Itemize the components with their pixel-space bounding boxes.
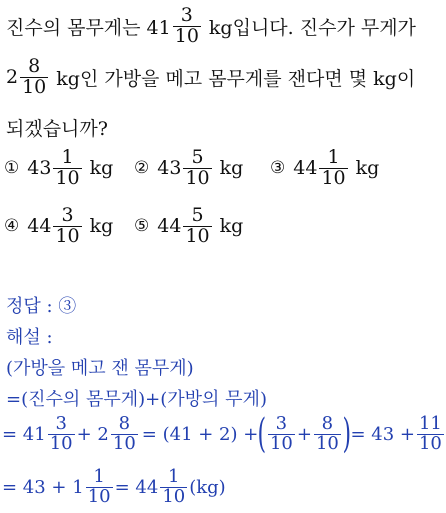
question-text: 되겠습니까? xyxy=(6,118,108,140)
answer-line xyxy=(6,292,76,318)
fraction: $\frac{3}{10}$ xyxy=(55,204,80,247)
fraction: $\frac{1}{10}$ xyxy=(162,466,186,507)
equation-line-1: = 41 $\frac{3}{10}$ + 2 $\frac{8}{10}$ = (41 + 2) + ( $\frac{3}{10}$ + $\frac{8}{10}$ ) = 43 + $\frac{11}{10}$ xyxy=(2,411,442,457)
right-paren: ) xyxy=(342,411,351,457)
explanation-label: 해설 : xyxy=(6,327,53,348)
fraction: $\frac{3}{10}$ xyxy=(49,412,73,454)
choice-2[interactable]: ② 43 $\frac{5}{10}$ kg xyxy=(134,146,244,189)
fraction: $\frac{8}{10}$ xyxy=(22,55,47,98)
choice-marker: ④ xyxy=(4,216,20,237)
fraction: $\frac{3}{10}$ xyxy=(269,412,293,454)
fraction: $\frac{8}{10}$ xyxy=(315,412,339,454)
equation-line-2: = 43 + 1 $\frac{1}{10}$ = 44 $\frac{1}{10}$ (kg) xyxy=(2,466,226,507)
fraction: $\frac{8}{10}$ xyxy=(112,412,136,454)
question-line-1 xyxy=(6,6,416,47)
fraction: $\frac{1}{10}$ xyxy=(55,146,80,189)
choice-1[interactable]: ① 43 $\frac{1}{10}$ kg xyxy=(4,146,114,189)
answer-label: 정답 : ③ xyxy=(6,296,77,317)
solution-line-2: =(진수의 몸무게)+(가방의 무게) xyxy=(6,389,267,410)
question-text: kg입니다. 진수가 무게가 xyxy=(208,16,416,39)
fraction: $\frac{1}{10}$ xyxy=(321,146,346,189)
question-text: 2 xyxy=(6,66,19,89)
question-line-2 xyxy=(6,57,415,98)
fraction: $\frac{5}{10}$ xyxy=(185,146,210,189)
choice-marker: ② xyxy=(134,158,150,179)
question-text: 진수의 몸무게는 41 xyxy=(6,16,171,39)
choice-4[interactable]: ④ 44 $\frac{3}{10}$ kg xyxy=(4,204,114,247)
left-paren: ( xyxy=(257,411,267,457)
choice-5[interactable]: ⑤ 44 $\frac{5}{10}$ kg xyxy=(134,204,244,247)
choice-marker: ⑤ xyxy=(134,216,150,237)
fraction: $\frac{1}{10}$ xyxy=(87,466,111,507)
question-text: kg인 가방을 메고 몸무게를 잰다면 몇 kg이 xyxy=(56,67,416,90)
choice-marker: ① xyxy=(4,158,20,179)
fraction: $\frac{3}{10}$ xyxy=(174,4,199,47)
question-line-3 xyxy=(6,114,108,141)
choice-marker: ③ xyxy=(270,158,286,179)
fraction: $\frac{5}{10}$ xyxy=(185,204,210,247)
choice-3[interactable]: ③ 44 $\frac{1}{10}$ kg xyxy=(270,146,380,189)
solution-line-1: (가방을 메고 잰 몸무게) xyxy=(6,358,194,379)
fraction: $\frac{11}{10}$ xyxy=(418,412,442,454)
